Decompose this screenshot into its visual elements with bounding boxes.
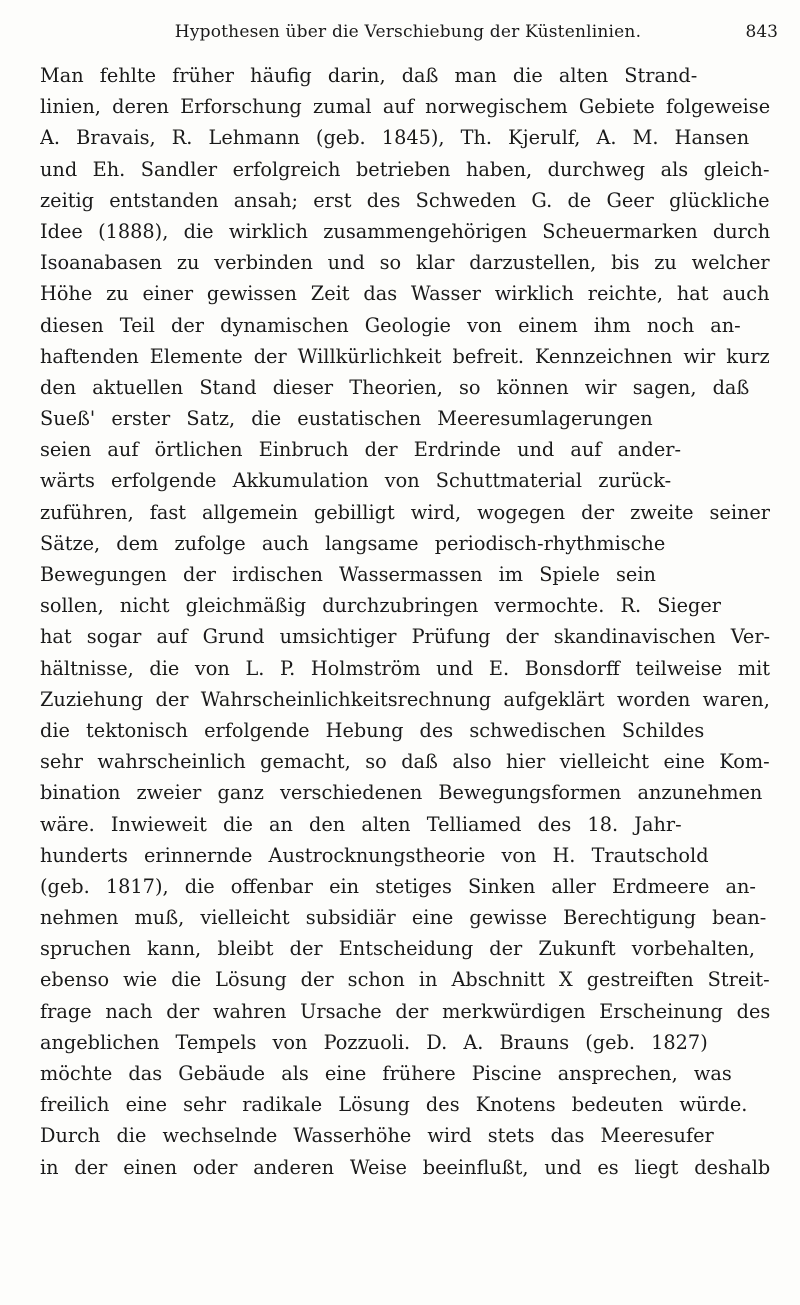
text-line: frage nach der wahren Ursache der merkwürdigen Erscheinung des bbox=[40, 999, 770, 1023]
text-line: den aktuellen Stand dieser Theorien, so können wir sagen, daß bbox=[40, 375, 750, 399]
text-line: die tektonisch erfolgende Hebung des schwedischen Schildes bbox=[40, 718, 705, 742]
text-line: hältnisse, die von L. P. Holmström und E. Bonsdorff teilweise mit bbox=[40, 656, 770, 680]
text-line: sehr wahrscheinlich gemacht, so daß also hier vielleicht eine Kom- bbox=[40, 750, 770, 774]
text-line: sollen, nicht gleichmäßig durchzubringen vermochte. R. Sieger bbox=[40, 594, 721, 618]
text-line: spruchen kann, bleibt der Entscheidung der Zukunft vorbehalten, bbox=[40, 937, 756, 961]
running-title: Hypothesen über die Verschiebung der Küstenlinien. bbox=[174, 22, 642, 42]
text-line: linien, deren Erforschung zumal auf norwegischem Gebiete folgeweise bbox=[40, 95, 770, 119]
text-line: möchte das Gebäude als eine frühere Piscine ansprechen, was bbox=[40, 1062, 732, 1085]
text-line: in der einen oder anderen Weise beeinflußt, und es liegt deshalb bbox=[40, 1155, 770, 1179]
text-line: Man fehlte früher häufig darin, daß man die alten Strand- bbox=[40, 64, 698, 87]
page-number: 843 bbox=[745, 22, 778, 42]
text-line: Isoanabasen zu verbinden und so klar darzustellen, bis zu welcher bbox=[40, 251, 770, 275]
text-line: Idee (1888), die wirklich zusammengehörigen Scheuermarken durch bbox=[40, 219, 770, 243]
text-line: seien auf örtlichen Einbruch der Erdrinde und auf ander- bbox=[40, 438, 681, 462]
text-line: zuführen, fast allgemein gebilligt wird, wogegen der zweite seiner bbox=[40, 500, 770, 524]
text-line: ebenso wie die Lösung der schon in Abschnitt X gestreiften Streit- bbox=[40, 968, 770, 992]
text-line: hunderts erinnernde Austrocknungstheorie von H. Trautschold bbox=[40, 843, 709, 867]
text-line: hat sogar auf Grund umsichtiger Prüfung der skandinavischen Ver- bbox=[40, 625, 770, 649]
text-line: und Eh. Sandler erfolgreich betrieben haben, durchweg als gleich- bbox=[40, 157, 770, 181]
text-line: A. Bravais, R. Lehmann (geb. 1845), Th. Kjerulf, A. M. Hansen bbox=[40, 126, 750, 150]
text-line: zeitig entstanden ansah; erst des Schweden G. de Geer glückliche bbox=[40, 188, 770, 212]
text-line: Durch die wechselnde Wasserhöhe wird stets das Meeresufer bbox=[40, 1124, 714, 1148]
text-line: freilich eine sehr radikale Lösung des Knotens bedeuten würde. bbox=[40, 1093, 748, 1117]
running-head bbox=[38, 22, 778, 48]
text-line: wäre. Inwieweit die an den alten Telliamed des 18. Jahr- bbox=[40, 812, 682, 836]
text-line: wärts erfolgende Akkumulation von Schuttmaterial zurück- bbox=[40, 469, 672, 493]
text-line: (geb. 1817), die offenbar ein stetiges Sinken aller Erdmeere an- bbox=[40, 874, 756, 898]
text-line: Sätze, dem zufolge auch langsame periodisch-rhythmische bbox=[40, 531, 666, 555]
body-paragraph bbox=[40, 60, 770, 1183]
text-line: nehmen muß, vielleicht subsidiär eine gewisse Berechtigung bean- bbox=[40, 906, 767, 930]
text-line: Höhe zu einer gewissen Zeit das Wasser wirklich reichte, hat auch bbox=[40, 282, 770, 306]
text-line: diesen Teil der dynamischen Geologie von einem ihm noch an- bbox=[40, 313, 741, 337]
text-line: Sueß' erster Satz, die eustatischen Meeresumlagerungen bbox=[40, 407, 653, 431]
text-line: Bewegungen der irdischen Wassermassen im Spiele sein bbox=[40, 563, 656, 586]
text-line: bination zweier ganz verschiedenen Bewegungsformen anzunehmen bbox=[40, 781, 763, 805]
text-line: Zuziehung der Wahrscheinlichkeitsrechnung aufgeklärt worden waren, bbox=[40, 687, 770, 711]
text-line: haftenden Elemente der Willkürlichkeit befreit. Kennzeichnen wir kurz bbox=[40, 344, 770, 368]
text-line: angeblichen Tempels von Pozzuoli. D. A. Brauns (geb. 1827) bbox=[40, 1030, 708, 1054]
